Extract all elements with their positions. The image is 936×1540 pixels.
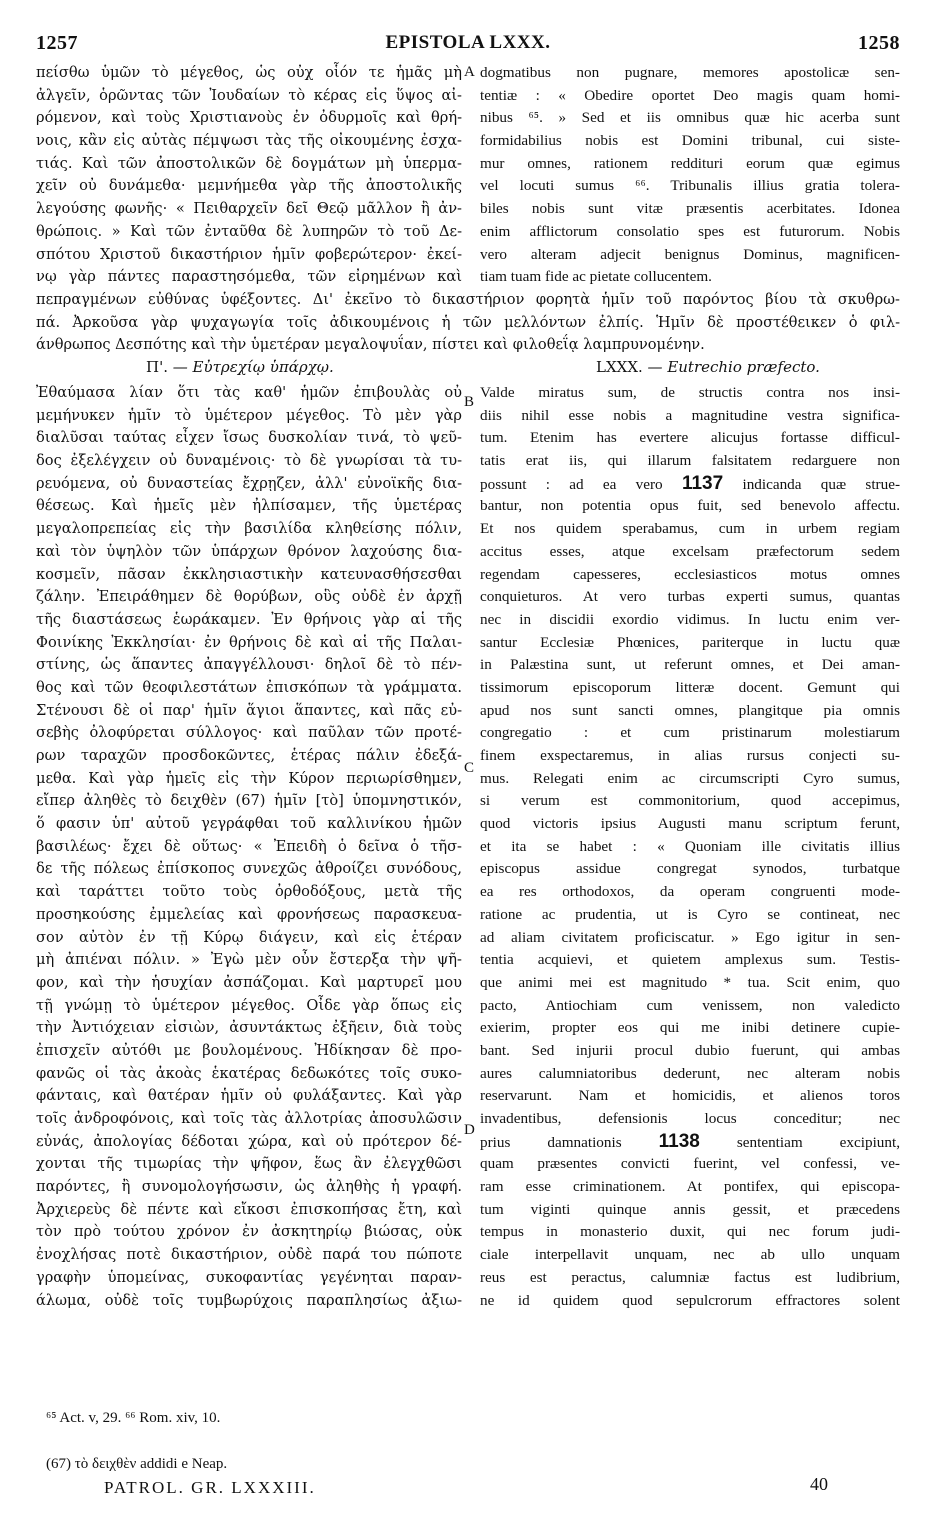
greek-text-line: δος ἐξελέγχειν οὐ δυναμένοις· τὸ δὲ γνωρίσαι τὰ τυ- xyxy=(36,452,462,470)
latin-text-line: vero alteram adjecit benignus Dominus, magnificen- xyxy=(480,245,900,263)
greek-text-line: φανῶς οἱ τὰς ἀκοὰς ἑκατέρας δεδωκότες τοῖς συκο- xyxy=(36,1064,462,1082)
greek-text-line: τοῖς ἀνδροφόνοις, καὶ τοῖς τὰς ἀλλοτρίας ἀποσυλῶσιν xyxy=(36,1110,462,1127)
latin-text-line: tum viginti quinque annis gessit, et præcedens xyxy=(480,1200,900,1218)
latin-text-line: vel locuti sumus ⁶⁶. Tribunalis illius gratia tolera- xyxy=(480,177,900,195)
latin-text-line: prius damnationis 1138 sententiam excipiunt, xyxy=(480,1130,900,1152)
greek-text-line: παρόντες, ἢ συνομολογήσωσιν, ὡς ἀληθὴς ἡ γραφή. xyxy=(36,1178,462,1196)
latin-text-line: nec in discidii exordio vidimus. In luctu enim ver- xyxy=(480,610,900,628)
greek-text-line: τῆς διαστάσεως ἑωράκαμεν. Ἐν θρήνοις γὰρ αἱ τῆς xyxy=(36,610,462,628)
footnote-variant: (67) τὸ δειχθὲν addidi e Neap. xyxy=(46,1456,228,1472)
greek-text-line: σεβὴς ὀλοφύρεται σύλλογος· καὶ παῦλαν τῶν προτέ- xyxy=(36,724,462,742)
greek-full-width xyxy=(36,289,900,357)
greek-text-line: μεγαλοπρεπείας εἰς τὴν βασιλίδα κληθείσης πόλιν, xyxy=(36,520,462,538)
greek-text-line: γραφὴν ὑπομείνας, συκοφαντίας γεγένηται παραν- xyxy=(36,1268,462,1286)
latin-text-line: diis nihil esse nobis a magnitudine vestra significa- xyxy=(480,406,900,424)
latin-text-line: nibus ⁶⁵. » Sed et iis omnibus quæ hic acerba sunt xyxy=(480,109,900,127)
greek-text-line: θρώποις. » Καὶ τῶν ἐνταῦθα δὲ λυπηρῶν τὸ τοῦ Δε- xyxy=(36,222,462,240)
column-marker-number: 1137 xyxy=(681,472,724,494)
latin-text-line: tissimorum episcoporum litteræ docent. Gemunt qui xyxy=(480,678,900,696)
latin-text-line: bant. Sed injurii procul dubio fuerunt, qui ambas xyxy=(480,1041,900,1059)
latin-text-line: tiam tuam fide ac pietate collucentem. xyxy=(480,268,712,286)
greek-text-line: στίνης, ὡς ἅπαντες ἀπαγγέλλουσι· δηλοῖ δὲ τὸ πέν- xyxy=(36,656,462,674)
latin-text-line: mur omnes, rationem reddituri eorum quæ egimus xyxy=(480,154,900,172)
greek-column xyxy=(36,382,462,1312)
greek-text-line: τὸν πρὸ τούτου χρόνον ἐν ἀσκητηρίῳ βιώσας, οὐκ xyxy=(36,1223,462,1241)
greek-text-line: σπότου Χριστοῦ δικαστήριον ἡμῖν φοβερώτερον· ἐκεί- xyxy=(36,245,462,263)
greek-text-line: τὴν Ἀντιόχειαν εἰσιὼν, ἀσυντάκτως ἐξῆειν, διὰ τοὺς xyxy=(36,1019,462,1037)
greek-text-line: πείσθω ὑμῶν τὸ μέγεθος, ὡς οὐχ οἷόν τε ἡμᾶς μὴ xyxy=(36,64,462,81)
latin-text-line: possunt : ad ea vero 1137 indicanda quæ strue- xyxy=(480,472,900,494)
footnote-scripture: ⁶⁵ Act. v, 29. ⁶⁶ Rom. xiv, 10. xyxy=(46,1410,221,1426)
latin-text-line: tum. Etenim has evertere alicujus fortasse difficul- xyxy=(480,429,900,447)
greek-section-number: Π'. xyxy=(146,358,168,376)
left-column-number: 1257 xyxy=(36,32,78,54)
greek-text-line: μεμήνυκεν ἡμῖν τὸ ὑμέτερον μέγεθος. Τὸ μὲν γὰρ xyxy=(36,406,462,424)
latin-text-line: pacto, Antiochiam cum venissem, non valedicto xyxy=(480,996,900,1014)
latin-section-name: Eutrechio præfecto. xyxy=(667,358,820,376)
latin-text-line: finem exspectaremus, in alias rursus conjecti su- xyxy=(480,747,900,764)
greek-text-line: ρευόμενα, οὐ δυναστείας ἔχρῃζεν, ἀλλ' εὐνοϊκῆς δια- xyxy=(36,474,462,492)
greek-text-line: χεῖν οὐ δυνάμεθα· μεμνήμεθα γὰρ τῆς ἀποστολικῆς xyxy=(36,177,462,195)
greek-text-line: Ἀρχιερεὺς δὲ πέντε καὶ εἴκοσι ἐπισκοπήσας ἔτη, καὶ xyxy=(36,1200,462,1218)
running-header xyxy=(36,32,900,60)
latin-text-line: accitus esses, atque excelsam præfectorum sedem xyxy=(480,542,900,560)
latin-column xyxy=(480,382,900,1312)
latin-text-line: conquieturos. At vero turbas experti sumus, quantas xyxy=(480,588,900,606)
greek-section-name: Εὐτρεχίῳ ὑπάρχῳ. xyxy=(192,358,334,376)
greek-text-line: Ἐθαύμασα λίαν ὅτι τὰς καθ' ἡμῶν ἐπιβουλὰς οὐ xyxy=(36,384,462,401)
greek-text-line: νοις, κἂν εἰς αὐτὰς πέμψωσι τὰς τῆς οἰκουμένης ἐσχα- xyxy=(36,132,462,150)
margin-letter-a: A xyxy=(464,64,475,80)
signature-mark: PATROL. GR. LXXXIII. xyxy=(104,1478,316,1497)
greek-text-line: τῇ γνώμῃ τὸ ὑμέτερον μέγεθος. Οἶδε γὰρ ὅπως εἰς xyxy=(36,996,462,1014)
greek-text-line: πά. Ἀρκοῦσα γὰρ ψυχαγωγία τοῖς ἀδικουμένοις ἡ τῶν μελλόντων ἐλπίς. Ἡμῖν δὲ προστέθεικεν ὁ φιλ- xyxy=(36,313,900,331)
latin-text-line: quam præsentes convicti fuerint, vel confessi, ve- xyxy=(480,1155,900,1173)
latin-text-line: Et nos quidem sperabamus, cum in urbem regiam xyxy=(480,520,900,538)
greek-text-line: καὶ τὸν ὑψηλὸν τῶν ὑπάρχων θρόνον λαχούσης δια- xyxy=(36,542,462,560)
latin-text-line: tempus in monasterio duxit, qui nec forum judi- xyxy=(480,1223,900,1241)
greek-text-line: ἀλγεῖν, ὁρῶντας τῶν Ἰουδαίων τὸ κέρας εἰς ὕψος αἰ- xyxy=(36,86,462,104)
greek-text-line: Στένουσι δὲ οἱ παρ' ἡμῖν ἅγιοι ἅπαντες, καὶ πᾶς εὐ- xyxy=(36,701,462,719)
latin-text-line: biles nobis sunt vitæ præsentis acerbitates. Idonea xyxy=(480,200,900,218)
greek-text-line: κοσμεῖν, πᾶσαν ἐκκλησιαστικὴν κατευνασθήσεσθαι xyxy=(36,565,462,583)
greek-text-line: ἐπισχεῖν αὐτόθι με βουλομένους. Ἠδίκησαν δὲ προ- xyxy=(36,1041,462,1059)
greek-text-line: τιάς. Καὶ τῶν ἀποστολικῶν δὲ δογμάτων μὴ ὑπερμα- xyxy=(36,154,462,172)
greek-section-title: Π'. — Εὐτρεχίῳ ὑπάρχῳ. xyxy=(146,358,334,376)
latin-text-line: tentia acquievi, et quietem amplexus sum. Testis- xyxy=(480,951,900,969)
latin-text-line: santur Ecclesiæ Phœnices, pariterque in luctu quæ xyxy=(480,633,900,651)
greek-text-line: Φοινίκης Ἐκκλησίαι· ἐν θρήνοις δὲ καὶ αἱ τῆς Παλαι- xyxy=(36,633,462,651)
latin-text-line: enim afflictorum consolatio spes est futurorum. Nobis xyxy=(480,222,900,240)
greek-text-line: καὶ ταράττει τοῦτο τοὺς ὀρθοδόξους, μετὰ τῆς xyxy=(36,883,462,901)
top-columns xyxy=(36,62,900,292)
greek-text-line: φάνταις, καὶ θατέραν ἡμῖν οὐ φυλάξαντες. Καὶ γὰρ xyxy=(36,1087,462,1105)
greek-column-top xyxy=(36,62,462,289)
greek-text-line: ρόμενον, καὶ τοὺς Χριστιανοὺς ἐν ὀδυρμοῖς καὶ θρή- xyxy=(36,109,462,127)
latin-text-line: quod victoris ipsius Augusti manu scriptum ferunt, xyxy=(480,815,900,833)
latin-text-line: tentiæ : « Obedire oportet Deo magis quam homi- xyxy=(480,86,900,104)
greek-text-line: χονται τῆς τιμωρίας τὴν ψῆφον, ἕως ἂν ἐλεγχθῶσι xyxy=(36,1155,462,1173)
greek-text-line: μεθα. Καὶ γὰρ ἡμεῖς εἰς τὴν Κύρον περιωρίσθημεν, xyxy=(36,769,462,787)
latin-text-line: et ita se habet : « Quoniam ille civitatis illius xyxy=(480,837,900,855)
latin-text-line: apud nos sunt sancti omnes, plangitque pia omnis xyxy=(480,701,900,719)
main-columns xyxy=(36,382,900,1382)
greek-text-line: ζάλην. Ἐπειράθημεν δὲ θορύβων, οὓς οὐδὲ ἐν ἀρχῇ xyxy=(36,588,462,606)
greek-text-line: μὴ ἀπιέναι πόλιν. » Ἐγὼ μὲν οὖν ἔστερξα τὴν ψῆ- xyxy=(36,951,462,969)
latin-text-line: congregatio : et cum pristinarum molestiarum xyxy=(480,724,900,742)
greek-text-line: νῳ γὰρ πάντες παραστησόμεθα, τῶν εἰρημένων καὶ xyxy=(36,268,462,286)
margin-letter-d: D xyxy=(464,1122,475,1138)
greek-text-line: ἐνοχλήσας ποτὲ δικαστήριον, οὐδὲ παρά του πώποτε xyxy=(36,1246,462,1264)
latin-text-line: exierim, propter eos qui me inibi detinere cupie- xyxy=(480,1019,900,1037)
latin-text-line: si verum est commonitorium, quod accepimus, xyxy=(480,792,900,810)
page-title: EPISTOLA LXXX. xyxy=(385,32,551,53)
greek-text-line: προσηκούσης ἐμμελείας καὶ φρονήσεως παρασκευα- xyxy=(36,905,462,923)
right-column-number: 1258 xyxy=(858,32,900,54)
latin-section-number: LXXX. xyxy=(596,358,643,376)
greek-text-line: λεγούσης φωνῆς· « Πειθαρχεῖν δεῖ Θεῷ μᾶλλον ἢ ἀν- xyxy=(36,200,462,218)
greek-text-line: πεπραγμένων εὐθύνας ὑφέξοντες. Δι' ἐκεῖνο τὸ δικαστήριον φορητὰ ἡμῖν τοῦ παρόντος βίου τὰ σκυθρω- xyxy=(36,291,900,308)
greek-text-line: εὐνάς, ἀπολογίας δέδοται χώρα, καὶ οὐ πρότερον δέ- xyxy=(36,1132,462,1150)
page-number: 40 xyxy=(810,1474,828,1494)
latin-text-line: reus est peractus, calumniæ factus est ludibrium, xyxy=(480,1268,900,1286)
latin-text-line: ciale interpellavit unquam, nec ab ullo unquam xyxy=(480,1246,900,1264)
greek-text-line: βασιλέως· ἔχει δὲ οὕτως· « Ἐπειδὴ ὁ δεῖνα ὁ τῆσ- xyxy=(36,837,462,855)
latin-text-line: dogmatibus non pugnare, memores apostolicæ sen- xyxy=(480,64,900,81)
latin-text-line: aures calumniatoribus dederunt, nec alteram nobis xyxy=(480,1064,900,1082)
latin-text-line: episcopus assidue congregat synodos, turbatque xyxy=(480,860,900,878)
latin-text-line: ram esse criminationem. At pontifex, qui episcopa- xyxy=(480,1178,900,1196)
margin-letter-c: C xyxy=(464,760,475,776)
greek-text-line: άνθρωπος Δεσπότης καὶ τὴν ὑμετέραν μεγαλοψυΐαν, πίστει καὶ φιλοθεΐᾳ λαμπρυνομένην. xyxy=(36,336,705,354)
latin-text-line: reservarunt. Nam et homicidis, et alienos toros xyxy=(480,1087,900,1105)
latin-column-top xyxy=(480,62,900,289)
greek-text-line: διαλῦσαι ταύτας εἶχεν ἴσως δυσκολίαν τινά, τὸ ψεῦ- xyxy=(36,429,462,447)
greek-text-line: ρων ταραχῶν προσδοκῶντες, ἑτέρας πάλιν ἐδεξά- xyxy=(36,747,462,764)
latin-text-line: ad aliam civitatem proficiscatur. » Ego igitur in sen- xyxy=(480,928,900,946)
latin-text-line: in Palæstina sunt, ut referunt omnes, et Dei aman- xyxy=(480,656,900,674)
latin-text-line: formidabilius nobis est Domini tribunal, cui siste- xyxy=(480,132,900,150)
margin-letter-b: B xyxy=(464,394,475,410)
latin-text-line: ratione ac prudentia, ut is Cyro se contineat, nec xyxy=(480,905,900,923)
greek-text-line: φον, καὶ τὴν ἡσυχίαν ἀσπάζομαι. Καὶ μαρτυρεῖ μου xyxy=(36,973,462,991)
greek-text-line: δε τῆς πόλεως ἐπίσκοπος συνεχῶς ἀθροίζει συνόδους, xyxy=(36,860,462,878)
greek-text-line: εἴπερ ἀληθὲς τὸ δειχθὲν (67) ἡμῖν [τὸ] ὑπομνηστικόν, xyxy=(36,792,462,810)
latin-text-line: mus. Relegati enim ac circumscripti Cyro sumus, xyxy=(480,769,900,787)
latin-text-line: tatis erat iis, qui illarum falsitatem redarguere non xyxy=(480,452,900,470)
latin-text-line: bantur, non potentia opus fuit, sed benevolo affectu. xyxy=(480,497,900,515)
latin-text-line: ea res orthodoxos, da operam congruenti mode- xyxy=(480,883,900,901)
greek-text-line: θέσεως. Καὶ ἡμεῖς μὲν ἠλπίσαμεν, τῆς ὑμετέρας xyxy=(36,497,462,515)
greek-text-line: ὅ φασιν ὑπ' αὐτοῦ γεγράφθαι τοῦ καλλινίκου ἡμῶν xyxy=(36,815,462,833)
latin-text-line: Valde miratus sum, de structis contra nos insi- xyxy=(480,384,900,401)
greek-text-line: σον αὐτὸν ἐν τῇ Κύρῳ διάγειν, καὶ εἰς ἑτέραν xyxy=(36,928,462,946)
column-marker-number: 1138 xyxy=(658,1130,700,1152)
latin-section-title: LXXX. — Eutrechio præfecto. xyxy=(596,358,820,376)
greek-text-line: άλωμα, οὐδὲ τοῖς τυμβωρύχοις παραπλησίως ἀξιω- xyxy=(36,1291,462,1309)
latin-text-line: invadentibus, defensionis locus conceditur; nec xyxy=(480,1110,900,1127)
latin-text-line: regendam capesseres, ecclesiasticos motus omnes xyxy=(480,565,900,583)
page xyxy=(36,32,900,1512)
greek-text-line: θος καὶ τῶν θεοφιλεστάτων ἐπισκόπων τὰ γράμματα. xyxy=(36,678,462,696)
latin-text-line: que animi mei est magnitudo * tua. Scit enim, quo xyxy=(480,973,900,991)
latin-text-line: ne id quidem quod sepulcrorum effractores solent xyxy=(480,1291,900,1309)
